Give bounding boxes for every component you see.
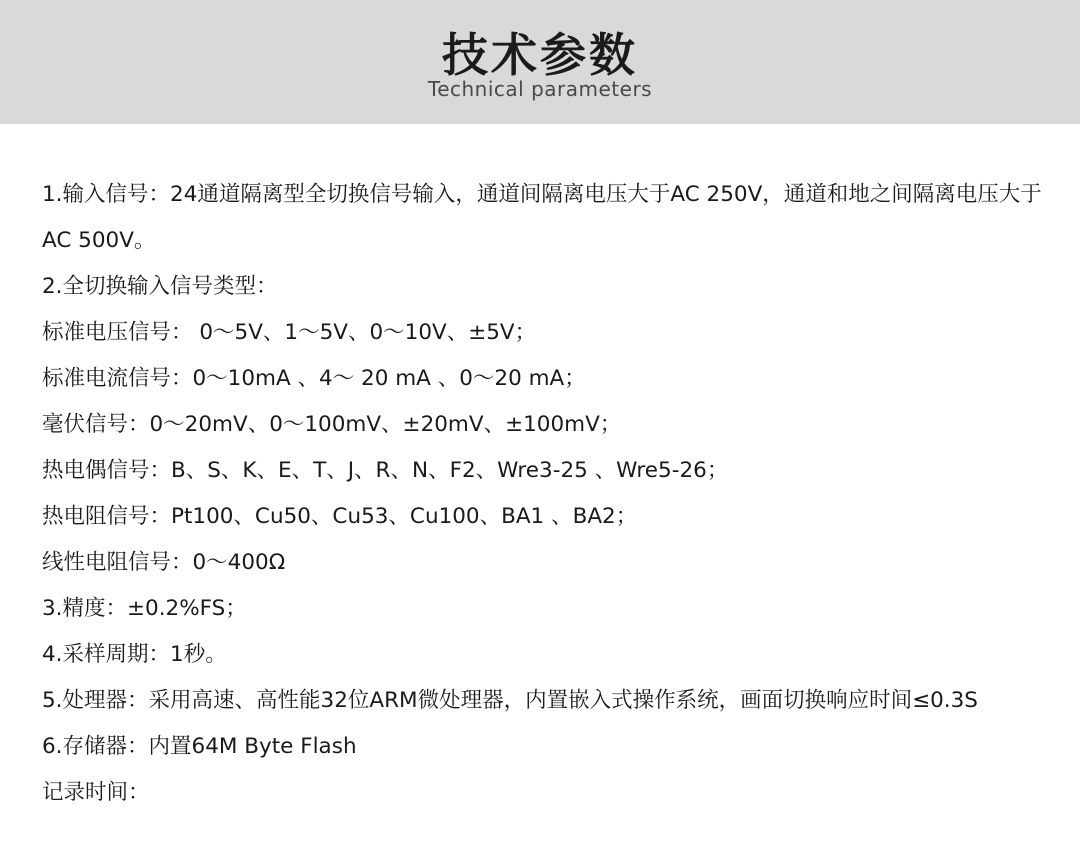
spec-item-current-signal: 标准电流信号：0～10mA 、4～ 20 mA 、0～20 mA； xyxy=(42,366,586,391)
spec-item-signal-types-heading: 2.全切换输入信号类型： xyxy=(42,274,278,299)
spec-item-rtd-signal: 热电阻信号：Pt100、Cu50、Cu53、Cu100、BA1 、BA2； xyxy=(42,504,638,529)
page-title: 技术参数 xyxy=(442,27,638,82)
specification-list xyxy=(0,124,1080,816)
spec-item-voltage-signal: 标准电压信号： 0～5V、1～5V、0～10V、±5V； xyxy=(42,320,537,345)
page-header-banner xyxy=(0,0,1080,124)
spec-item-linear-resistance-signal: 线性电阻信号：0～400Ω xyxy=(42,550,286,575)
spec-item-accuracy: 3.精度：±0.2%FS； xyxy=(42,596,247,621)
spec-item-input-signal: 1.输入信号：24通道隔离型全切换信号输入，通道间隔离电压大于AC 250V，通道和地之间隔离电压大于AC 500V。 xyxy=(42,182,1042,253)
spec-item-millivolt-signal: 毫伏信号：0～20mV、0～100mV、±20mV、±100mV； xyxy=(42,412,622,437)
spec-item-memory: 6.存储器：内置64M Byte Flash xyxy=(42,734,357,759)
spec-item-processor: 5.处理器：采用高速、高性能32位ARM微处理器，内置嵌入式操作系统，画面切换响应时间≤0.3S xyxy=(42,688,978,713)
spec-item-thermocouple-signal: 热电偶信号：B、S、K、E、T、J、R、N、F2、Wre3-25 、Wre5-26； xyxy=(42,458,729,483)
spec-item-record-time: 记录时间： xyxy=(42,780,150,805)
spec-item-sampling-period: 4.采样周期：1秒。 xyxy=(42,642,227,667)
page-subtitle: Technical parameters xyxy=(427,77,653,102)
